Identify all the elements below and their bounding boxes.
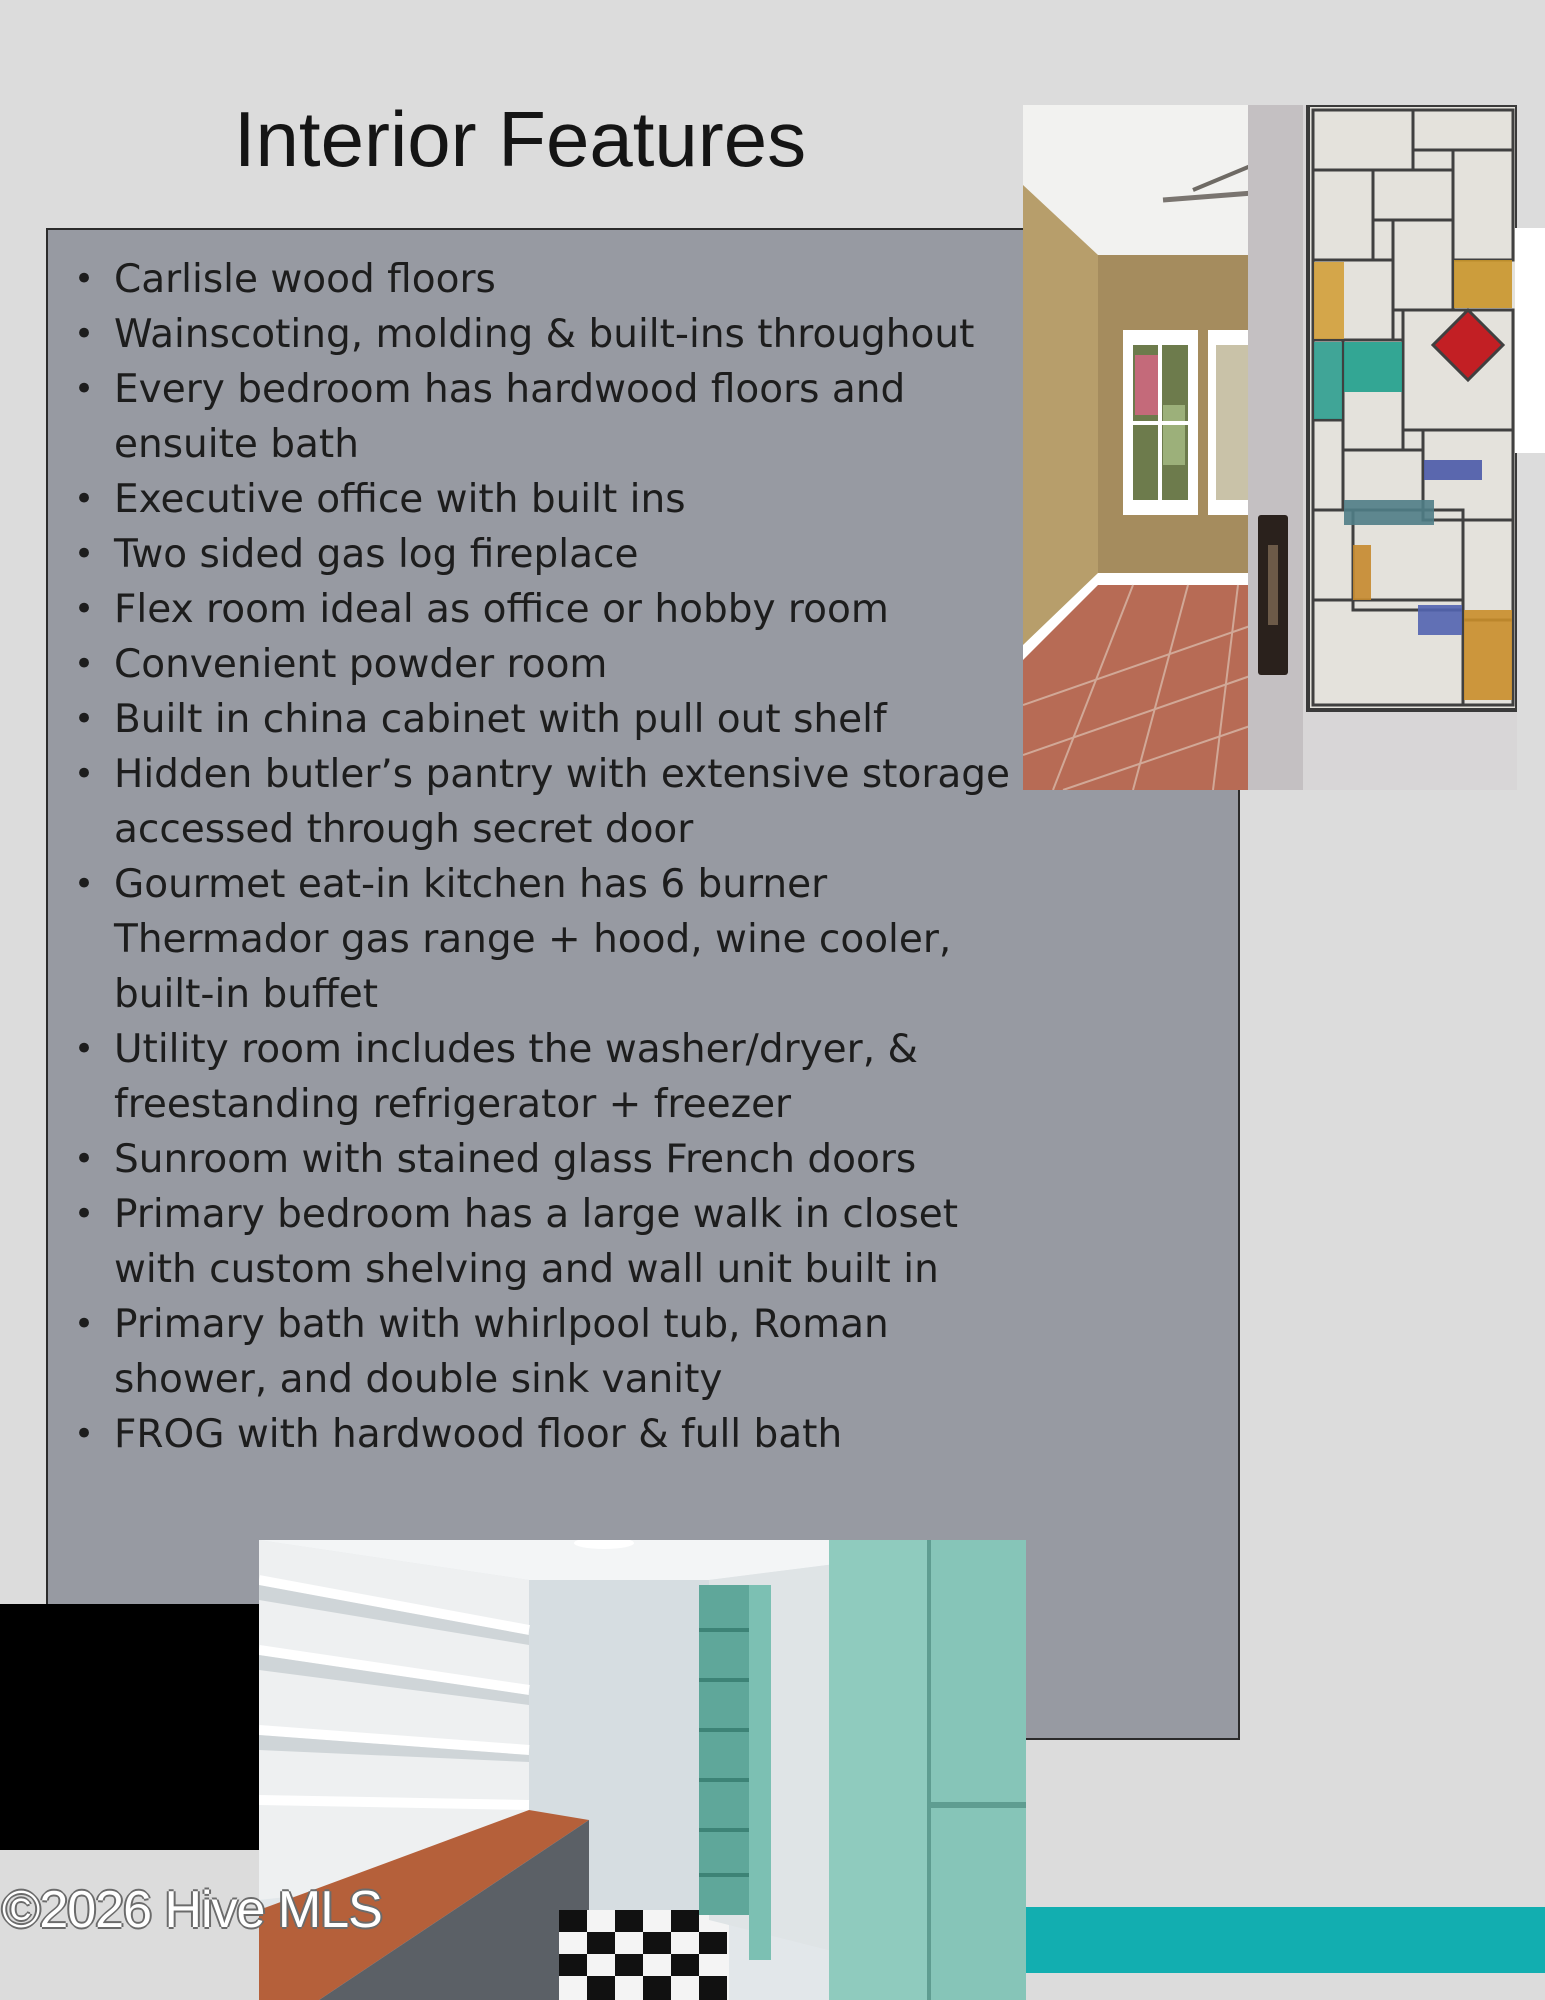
feature-text: Primary bedroom has a large walk in closet with custom shelving and wall unit built in (114, 1192, 959, 1292)
list-item (70, 527, 1040, 582)
bullet-icon: • (74, 1029, 95, 1069)
feature-text: Hidden butler’s pantry with extensive storage accessed through secret door (114, 752, 1011, 852)
white-tab (1515, 228, 1545, 453)
bullet-icon: • (74, 314, 95, 354)
bullet-icon: • (74, 644, 95, 684)
bullet-icon: • (74, 589, 95, 629)
feature-text: Built in china cabinet with pull out shelf (114, 697, 887, 742)
bullet-icon: • (74, 369, 95, 409)
feature-text: Flex room ideal as office or hobby room (114, 587, 889, 632)
teal-accent-stripe (1026, 1907, 1545, 1973)
feature-text: FROG with hardwood floor & full bath (114, 1412, 843, 1457)
bullet-icon: • (74, 699, 95, 739)
bullet-icon: • (74, 1139, 95, 1179)
feature-text: Every bedroom has hardwood floors and ensuite bath (114, 367, 906, 467)
copyright-watermark: ©2026 Hive MLS (2, 1881, 382, 1939)
list-item (70, 362, 1040, 472)
list-item (70, 692, 1040, 747)
bullet-icon: • (74, 864, 95, 904)
black-block (0, 1604, 259, 1850)
list-item (70, 1407, 1040, 1462)
bullet-icon: • (74, 534, 95, 574)
bullet-icon: • (74, 479, 95, 519)
list-item (70, 1187, 1040, 1297)
list-item (70, 747, 1040, 857)
list-item (70, 1132, 1040, 1187)
list-item (70, 472, 1040, 527)
bullet-icon: • (74, 1414, 95, 1454)
list-item (70, 637, 1040, 692)
list-item (70, 252, 1040, 307)
feature-text: Executive office with built ins (114, 477, 686, 522)
list-item (70, 1297, 1040, 1407)
page-title: Interior Features (233, 95, 807, 183)
bullet-icon: • (74, 1194, 95, 1234)
feature-text: Carlisle wood floors (114, 257, 496, 302)
list-item (70, 857, 1040, 1022)
list-item (70, 582, 1040, 637)
bullet-icon: • (74, 754, 95, 794)
feature-text: Convenient powder room (114, 642, 608, 687)
feature-text: Primary bath with whirlpool tub, Roman shower, and double sink vanity (114, 1302, 889, 1402)
sunroom-stained-glass-photo (1023, 105, 1517, 790)
feature-text: Gourmet eat-in kitchen has 6 burner Thermador gas range + hood, wine cooler, built-in buffet (114, 862, 952, 1017)
feature-text: Two sided gas log fireplace (114, 532, 639, 577)
bullet-icon: • (74, 259, 95, 299)
feature-text: Sunroom with stained glass French doors (114, 1137, 917, 1182)
feature-text: Wainscoting, molding & built-ins throughout (114, 312, 975, 357)
features-list (70, 252, 1040, 1462)
list-item (70, 1022, 1040, 1132)
feature-text: Utility room includes the washer/dryer, & freestanding refrigerator + freezer (114, 1027, 918, 1127)
bullet-icon: • (74, 1304, 95, 1344)
list-item (70, 307, 1040, 362)
